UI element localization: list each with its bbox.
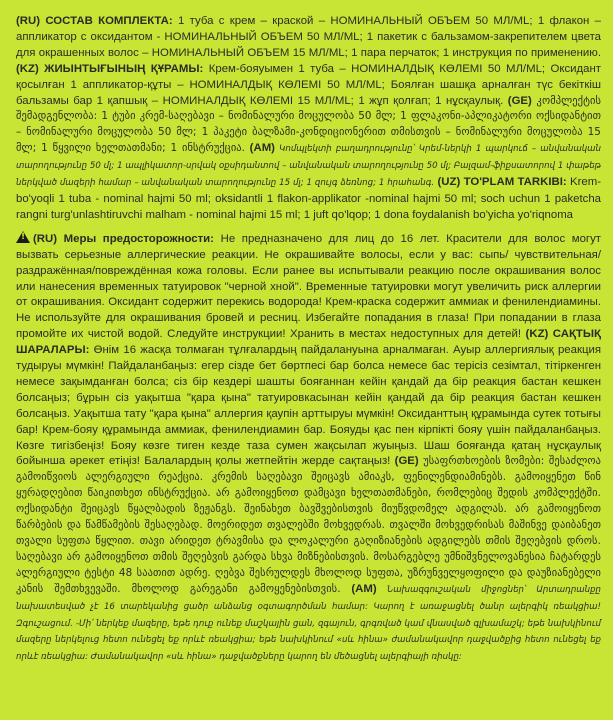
composition-am-text: Կոմպլեկտի բաղադրությունը՝ Կրեմ-ներկի 1 պարկուճ – անվանական տարողությունը 50 մլ; 1 ապլիկատոր-սրվակ օքսիդանտով – անվանական տարողությունը 50 մլ; Բալզամ-ֆիքսատորով 1 փաթեթ ներկված մազերի համար – անվանական տարողությունը 15 մլ; 1 զույգ ձեռնոց; 1 հրահանգ. bbox=[16, 144, 602, 189]
composition-kz-label: (KZ) ЖИЫНТЫҒЫНЫҢ ҚҰРАМЫ: bbox=[16, 62, 204, 75]
composition-ru-text: 1 туба с крем – краской – НОМИНАЛЬНЫЙ ОБЪЕМ 50 МЛ/ML; 1 флакон – аппликатор с оксидантом - НОМИНАЛЬНЫЙ ОБЪЕМ 50 МЛ/ML; 1 пакетик с бальзамом-закрепителем цвета для окрашенных волос – НОМИНАЛЬНЫЙ ОБЪЕМ 15 МЛ/ML; 1 пара перчаток; 1 инструкция по применению. bbox=[16, 15, 601, 59]
kit-composition-section bbox=[16, 14, 601, 224]
precautions-am-label: (AM) bbox=[351, 582, 377, 595]
composition-ru-label: (RU) СОСТАВ КОМПЛЕКТА: bbox=[16, 15, 173, 27]
precautions-am-text: Նախազգուշական միջոցներ՝ Արտադրանքը նախատեսված չէ 16 տարեկանից ցածր անձանց օգտագործման համար: Կարող է առաջացնել ծանր ալերգիկ ռեակցիա! Զգուշացում. -Մի՛ ներկեք մազերը, եթե դուք ունեք մաշկային ցան, զգայուն, գրգռված կամ վնասված գլխամաշկ; եթե նախկինում մազերը ներկելուց հետո ունեցել եք որևէ ռեակցիա; եթե նախկինում «սև հինա» ժամանակավոր դաջվածքից հետո ունեցել եք որևէ ռեակցիա: Ժամանակավոր «սև հինա» դաջվածքները կարող են մեծացնել ալերգիայի ռիսկը: bbox=[16, 584, 601, 663]
kit-composition-text bbox=[16, 14, 601, 224]
precautions-ru-text: Не предназначено для лиц до 16 лет. Красители для волос могут вызвать серьезные аллергические реакции. Не окрашивайте волосы, если у вас: сыпь/ чувствительная/ раздражённая/повреждённая кожа головы. Если ранее вы испытывали реакцию после окрашивания волос или нанесения временных татуировок "черной хной". Временные татуировки могут увеличить риск аллергии от окрашивания. Оксидант содержит перекись водорода! Крем-краска содержит аммиак и фенилендиамины. Не используйте для окрашивания бровей и ресниц. Избегайте попадания в глаза! При попадании в глаза промойте их чистой водой. Следуйте инструкции! Хранить в местах недоступных для детей! bbox=[16, 232, 602, 341]
composition-am-label: (AM) bbox=[249, 142, 275, 155]
precautions-kz-label: (KZ) САҚТЫҚ ШАРАЛАРЫ: bbox=[16, 328, 601, 357]
composition-kz-text: Крем-бояуымен 1 туба – НОМИНАЛДЫҚ КӨЛЕМІ 50 МЛ/ML; Оксидант қосылған 1 аппликатор-құты – НОМИНАЛДЫҚ КӨЛЕМІ 50 МЛ/ML; Боялған шашқа арналған түс бекіткіш бальзамы бар 1 қапшық – НОМИНАЛДЫҚ КӨЛЕМІ 15 МЛ/ML; 1 жұп қолғап; 1 нұсқаулық. bbox=[16, 62, 601, 107]
precautions-text bbox=[16, 231, 601, 666]
composition-ge-label: (GE) bbox=[507, 94, 532, 107]
composition-ge-text: კომპლექტის შემადგენლობა: 1 ტუბი კრემ-საღებავი – ნომინალური მოცულობა 50 მლ; 1 ფლაკონი-აპლიკატორი ოქსიდანტით – ნომინალური მოცულობა 50 მლ; 1 პაკეტი ბალზამი-კონდიციონერით თმისთვის – ნომინალური მოცულობა 15 მლ; 1 წყვილი ხელთათმანი; 1 ინსტრუქცია. bbox=[16, 94, 602, 155]
precautions-ge-text: უსაფრთხოების ზომები: შესაძლოა გამოიწვიოს ალერგიული რეაქცია. კრემის საღებავი შეიცავს ამიაკს, ფენილენდიამინებს. გამოიყენეთ წინ ყურადღებით წაიკითხეთ ინსტრუქცია. არ გამოიყენოთ დამცავი ხელთათმანები, რომლებიც შედის კომპლექტში. ოქსიდანტი შეიცავს წყალბადის ზეჟანგს. შეინახეთ ბავშვებისთვის მიუწვდომელ ადგილას. არ გამოიყენოთ წარბების და წამწამების შესაღებად. მოერიდეთ თვალებში მოხვედრას. თვალში მოხვედრისას მაშინვე დაიბანეთ თვალი სუფთა წყლით. თავი არიდეთ ტრავმისა და ლოკალური გაღიზიანების ადგილებს თმის შეღებვის დროს. საღებავი არ გამოიყენოთ თმის შეღებვის გარდა სხვა მიზნებისთვის. მოსარგებლე უმნიშვნელოვანესია ჩატარდეს ალერგიული ტესტი 48 საათით ადრე. ღებვა შესრულდეს მხოლოდ სუფთა, უზრუნველყოფილი და დაუზიანებელი კანის შემთხვევაში. მხოლოდ გარეგანი გამოყენებისთვის. bbox=[16, 455, 601, 595]
precautions-section bbox=[16, 231, 601, 666]
precautions-kz-text: Өнім 16 жасқа толмаған тұлғалардың пайдалануына арналмаған. Ауыр аллергиялық реакция тудыруы мүмкін! Пайдаланбаңыз: егер сізде бет бөртпесі бар болса немесе бас терісіз сезімтал, тітіркенген немесе зақымданған болса; сіз бір кездері шашты бояғаннан кейін қандай да бір реакция бастан кешкен болсаңыз; бұрын сіз уақытша "қара қына" татуировкасынан кейін қандай да бір реакция бастан кешкен болсаңыз. Уақытша тату "қара қына" аллергия қаупін арттыруы мүмкін! Оксиданттың құрамында сутек тотығы бар! Крем-бояу құрамында аммиак, фенилендиамин бар. Бояуды қас пен кірпікті бояу үшін пайдаланбаңыз. Көзге тигізбеңіз! Бояу көзге тиген кезде таза сумен жақсылап жуыңыз. Шаш бояғанда қатаң нұсқаулық бойынша әрекет етіңіз! Балалардың қолы жетпейтін жерде сақтаңыз! bbox=[16, 344, 601, 468]
warning-triangle-icon bbox=[16, 231, 30, 243]
precautions-ru-label: (RU) Меры предосторожности: bbox=[33, 232, 214, 245]
precautions-ge-label: (GE) bbox=[394, 455, 419, 468]
composition-uz-text: Krem-bo'yoqli 1 tuba - nominal hajmi 50 ml; oksidantli 1 flakon-applikator -nominal hajmi 50 ml; soch uchun 1 paketcha rangni turg'unlashtiruvchi malham - nominal hajmi 15 ml; 1 juft qo'lqop; 1 dona foydalanish bo'yicha yo'riqnoma bbox=[16, 176, 602, 221]
composition-uz-label: (UZ) TO'PLAM TARKIBI: bbox=[437, 176, 567, 189]
